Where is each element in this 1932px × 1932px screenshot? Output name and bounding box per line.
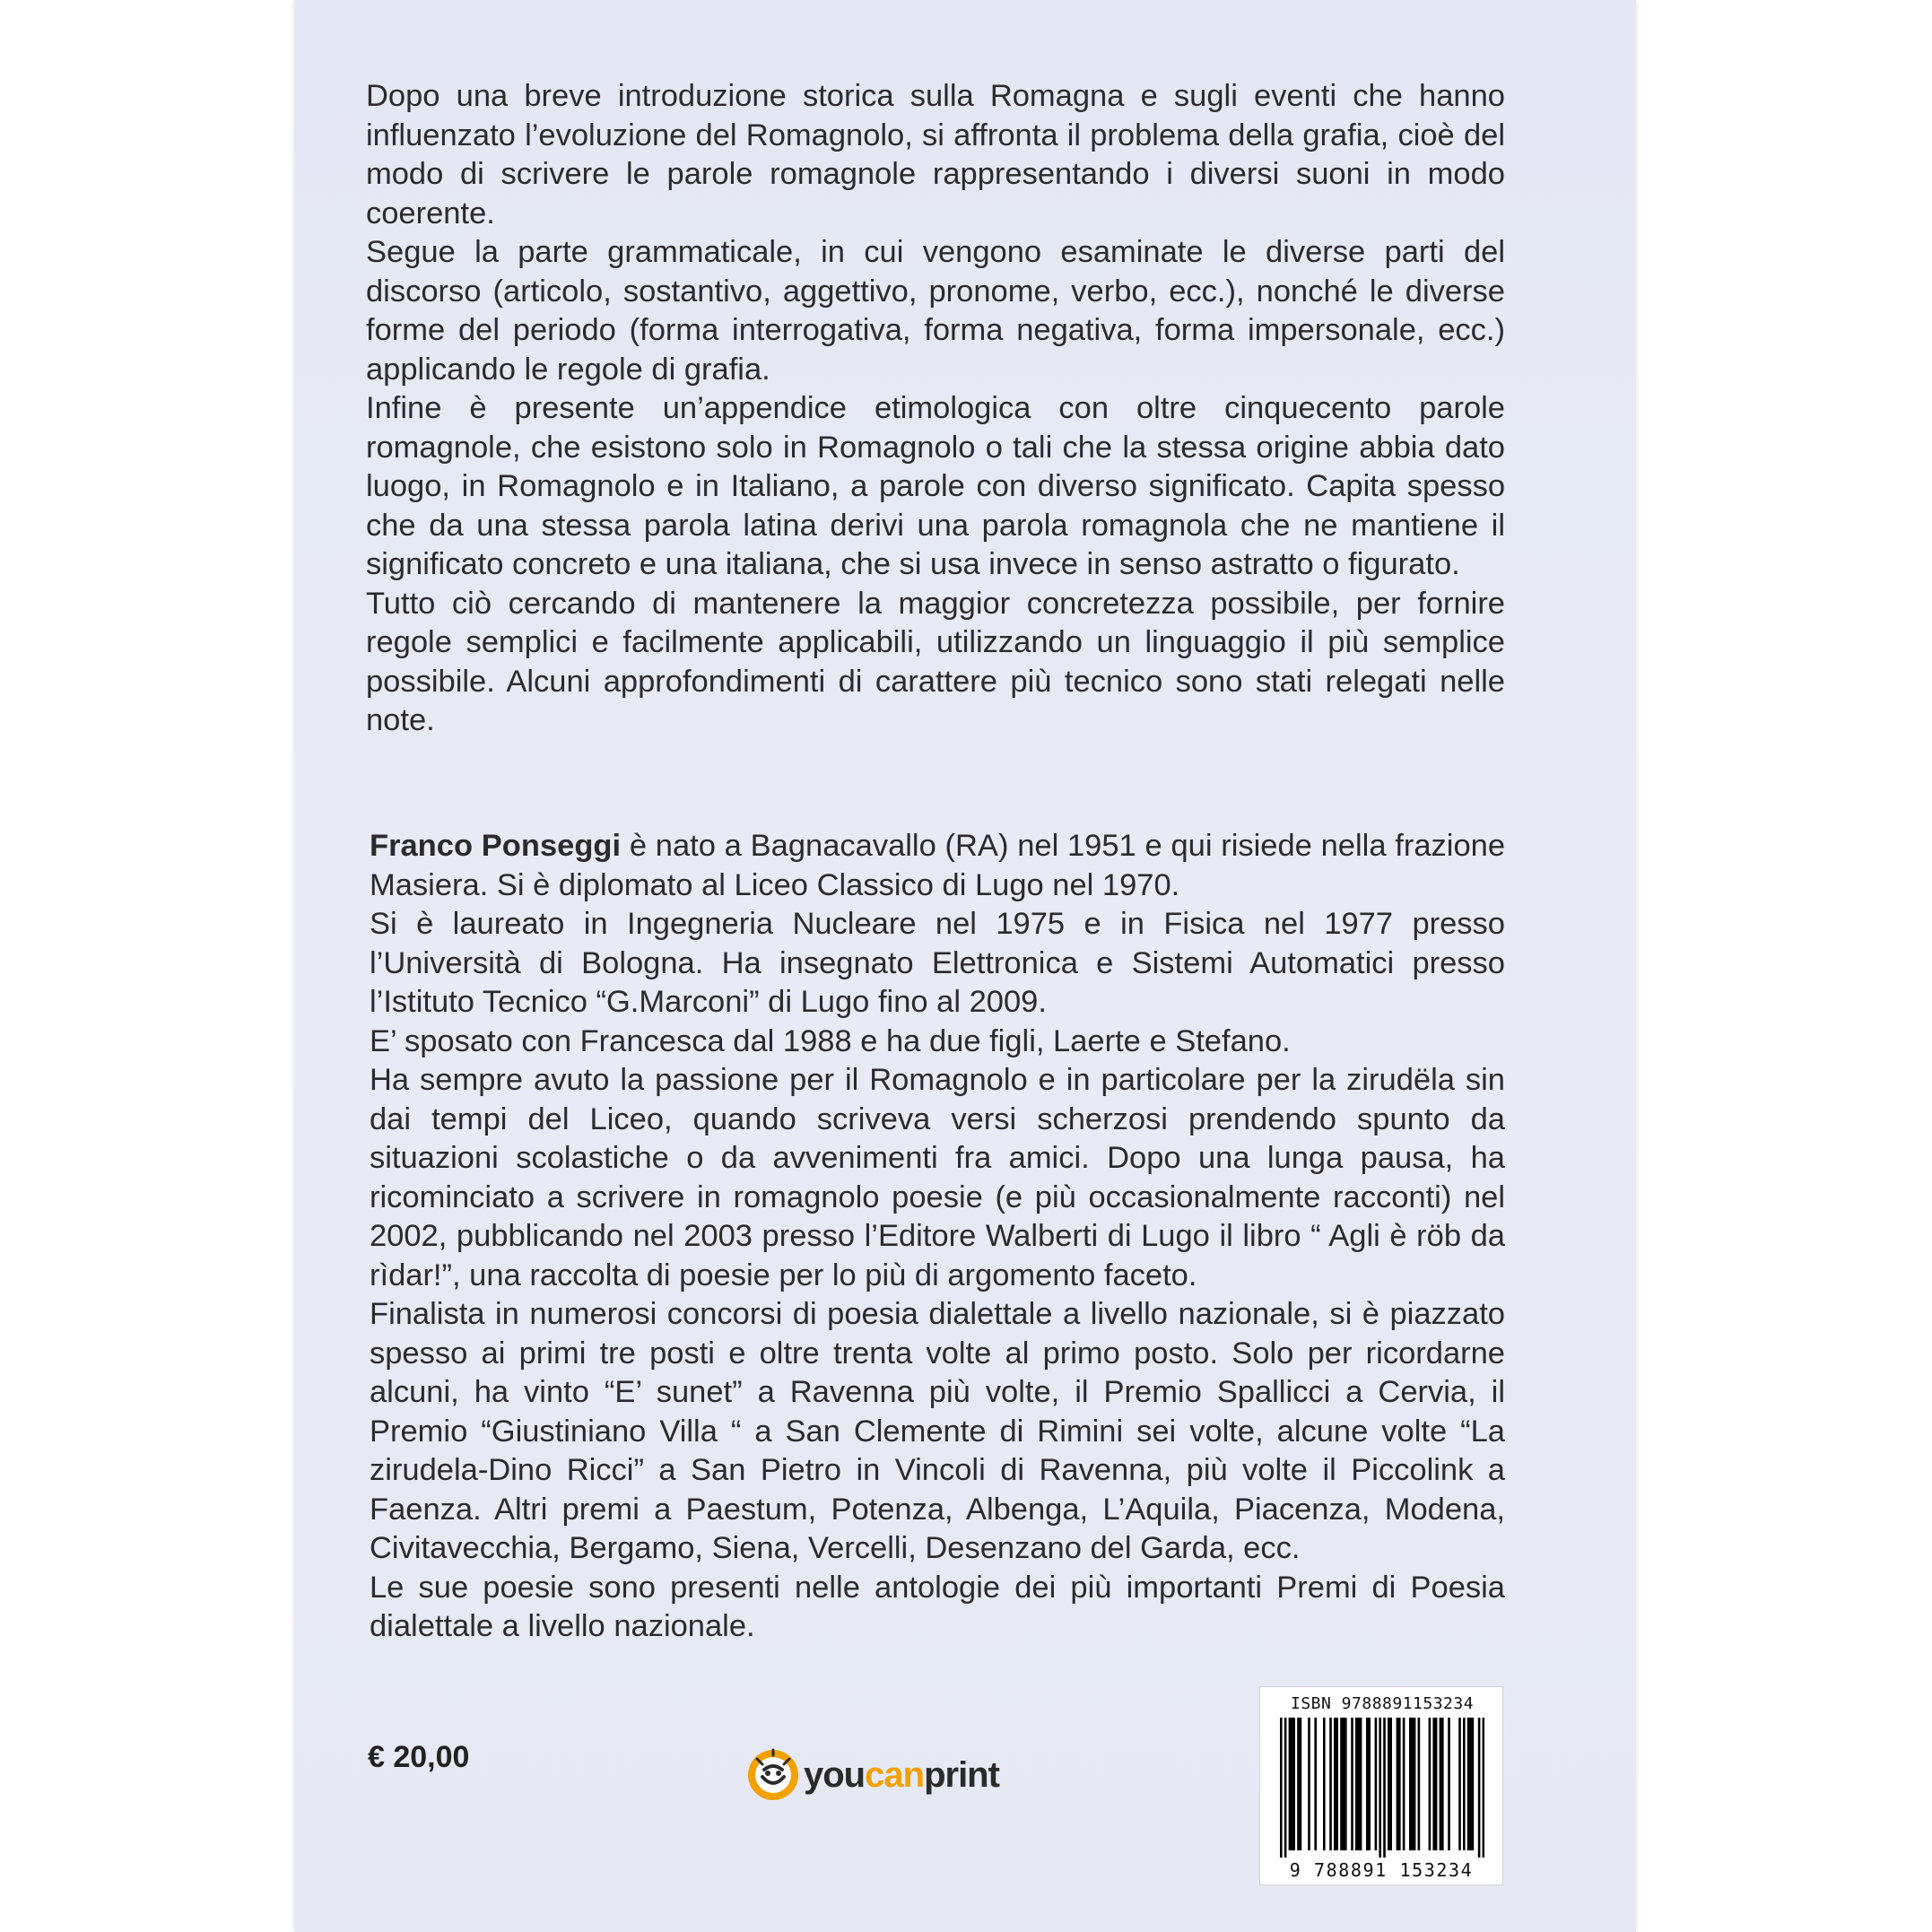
barcode-bar [1388, 1718, 1390, 1850]
barcode-bar [1289, 1718, 1292, 1850]
barcode-bar [1345, 1718, 1347, 1850]
barcode-bar [1418, 1718, 1421, 1850]
isbn-label: ISBN 9788891153234 [1291, 1694, 1475, 1713]
barcode-bar [1340, 1718, 1343, 1850]
barcode-bar [1403, 1718, 1405, 1850]
author-name: Franco Ponseggi [370, 829, 622, 863]
barcode-bar [1291, 1718, 1293, 1850]
barcode-bar [1329, 1718, 1332, 1850]
barcode-bar [1467, 1718, 1470, 1850]
barcode-bar [1469, 1718, 1472, 1850]
barcode-bar [1441, 1718, 1444, 1850]
barcode-bar [1379, 1718, 1381, 1858]
publisher-logo-text [804, 1755, 999, 1796]
logo-text-can: can [865, 1754, 925, 1795]
barcode-bar [1397, 1718, 1399, 1850]
intro-paragraph: Tutto ciò cercando di mantenere la maggior concretezza possibile, per fornire regole semplici e facilmente applicabili, utilizzando un linguaggio il più semplice possibile. Alcuni approfondimenti di carattere più tecnico sono stati relegati nelle note. [366, 586, 1505, 737]
barcode-bar [1280, 1718, 1283, 1858]
barcode-bar [1435, 1718, 1438, 1850]
publisher-logo [744, 1744, 999, 1806]
barcode-bar [1300, 1718, 1302, 1850]
bio-paragraph: E’ sposato con Francesca dal 1988 e ha due figli, Laerte e Stefano. [370, 1023, 1291, 1058]
bio-paragraph: Finalista in numerosi concorsi di poesia dialettale a livello nazionale, si è piazzato spesso ai primi tre posti e oltre trenta volte al primo posto. Solo per ricordarne alcuni, ha vinto “E’ sunet” a Ravenna più volte, il Premio Spallicci a Cervia, il Premio “Giustiniano Villa “ a San Clemente di Rimini sei volte, alcune volte “La zirudela-Dino Ricci” a San Pietro in Vincoli di Ravenna, più volte il Piccolink a Faenza. Altri premi a Paestum, Potenza, Albenga, L’Aquila, Piacenza, Modena, Civitavecchia, Bergamo, Siena, Vercelli, Desenzano del Garda, ecc. [370, 1297, 1505, 1565]
publisher-logo-icon [744, 1746, 802, 1804]
barcode-bar [1429, 1718, 1432, 1850]
barcode-bar [1472, 1718, 1475, 1850]
logo-text-you: you [804, 1754, 866, 1795]
barcode-bar [1411, 1718, 1414, 1850]
barcode-bar [1336, 1718, 1338, 1850]
barcode-bar [1360, 1718, 1362, 1850]
price-label: € 20,00 [368, 1740, 470, 1774]
isbn-barcode [1259, 1686, 1503, 1885]
barcode-bar [1284, 1718, 1287, 1858]
barcode-bar [1448, 1718, 1450, 1850]
barcode-bar [1292, 1718, 1295, 1850]
barcode-bar [1355, 1718, 1358, 1850]
barcode-bar [1389, 1718, 1392, 1850]
barcode-bar [1351, 1718, 1353, 1850]
barcode-bar [1414, 1718, 1416, 1850]
author-bio [370, 827, 1505, 1647]
intro-paragraph: Infine è presente un’appendice etimologica con oltre cinquecento parole romagnole, che esistono solo in Romagnolo o tali che la stessa origine abbia dato luogo, in Romagnolo e in Italiano, a parole con diverso significato. Capita spesso che da una stessa parola latina derivi una parola romagnola che ne mantiene il significato concreto e una italiana, che si usa invece in senso astratto o figurato. [366, 391, 1505, 581]
barcode-bars [1280, 1718, 1484, 1858]
barcode-bar [1383, 1718, 1386, 1858]
barcode-digits: 9 788891 153234 [1289, 1859, 1474, 1881]
bio-paragraph: Ha sempre avuto la passione per il Romagnolo e in particolare per la zirudëla sin dai tempi del Liceo, quando scriveva versi scherzosi prendendo spunto da situazioni scolastiche o da avvenimenti fra amici. Dopo una lunga pausa, ha ricominciato a scrivere in romagnolo poesie (e più occasionalmente racconti) nel 2002, pubblicando nel 2003 presso l’Editore Walberti di Lugo il libro “ Agli è röb da rìdar!”, una raccolta di poesie per lo più di argomento faceto. [370, 1063, 1505, 1292]
barcode-bar [1478, 1718, 1481, 1858]
intro-paragraph: Segue la parte grammaticale, in cui vengono esaminate le diverse parti del discorso (articolo, sostantivo, aggettivo, pronome, verbo, ecc.), nonché le diverse forme del periodo (forma interrogativa, forma negativa, forma impersonale, ecc.) applicando le regole di grafia. [366, 235, 1505, 387]
bio-first-paragraph-text: è nato a Bagnacavallo (RA) nel 1951 e qui risiede nella frazione Masiera. Si è diplomato al Liceo Classico di Lugo nel 1970. [370, 829, 1506, 902]
barcode-bar [1483, 1718, 1484, 1858]
bio-paragraph: Si è laureato in Ingegneria Nucleare nel 1975 e in Fisica nel 1977 presso l’Università di Bologna. Ha insegnato Elettronica e Sistemi Automatici presso l’Istituto Tecnico “G.Marconi” di Lugo fino al 2009. [370, 907, 1505, 1019]
barcode-bar [1366, 1718, 1369, 1850]
barcode-bar [1398, 1718, 1401, 1850]
barcode-bar [1334, 1718, 1336, 1850]
barcode-bar [1343, 1718, 1345, 1850]
barcode-bar [1297, 1718, 1300, 1850]
barcode-bar [1440, 1718, 1442, 1850]
barcode-bar [1323, 1718, 1326, 1850]
barcode-bar [1368, 1718, 1371, 1850]
intro-text [366, 77, 1505, 741]
intro-paragraph: Dopo una breve introduzione storica sulla Romagna e sugli eventi che hanno influenzato l’evoluzione del Romagnolo, si affronta il problema della grafia, cioè del modo di scrivere le parole romagnole rappresentando i diversi suoni in modo coerente. [366, 79, 1505, 231]
bio-paragraph: Le sue poesie sono presenti nelle antologie dei più importanti Premi di Poesia dialettale a livello nazionale. [370, 1570, 1505, 1643]
barcode-bar [1463, 1718, 1466, 1850]
barcode-bar [1432, 1718, 1435, 1850]
barcode-bar [1314, 1718, 1317, 1850]
barcode-bar [1375, 1718, 1378, 1850]
barcode-bar [1308, 1718, 1310, 1850]
barcode-bar [1458, 1718, 1461, 1850]
bio-paragraph [370, 827, 1505, 905]
logo-text-print: print [924, 1754, 999, 1795]
barcode-bar [1409, 1718, 1412, 1850]
barcode-bar [1357, 1718, 1360, 1850]
